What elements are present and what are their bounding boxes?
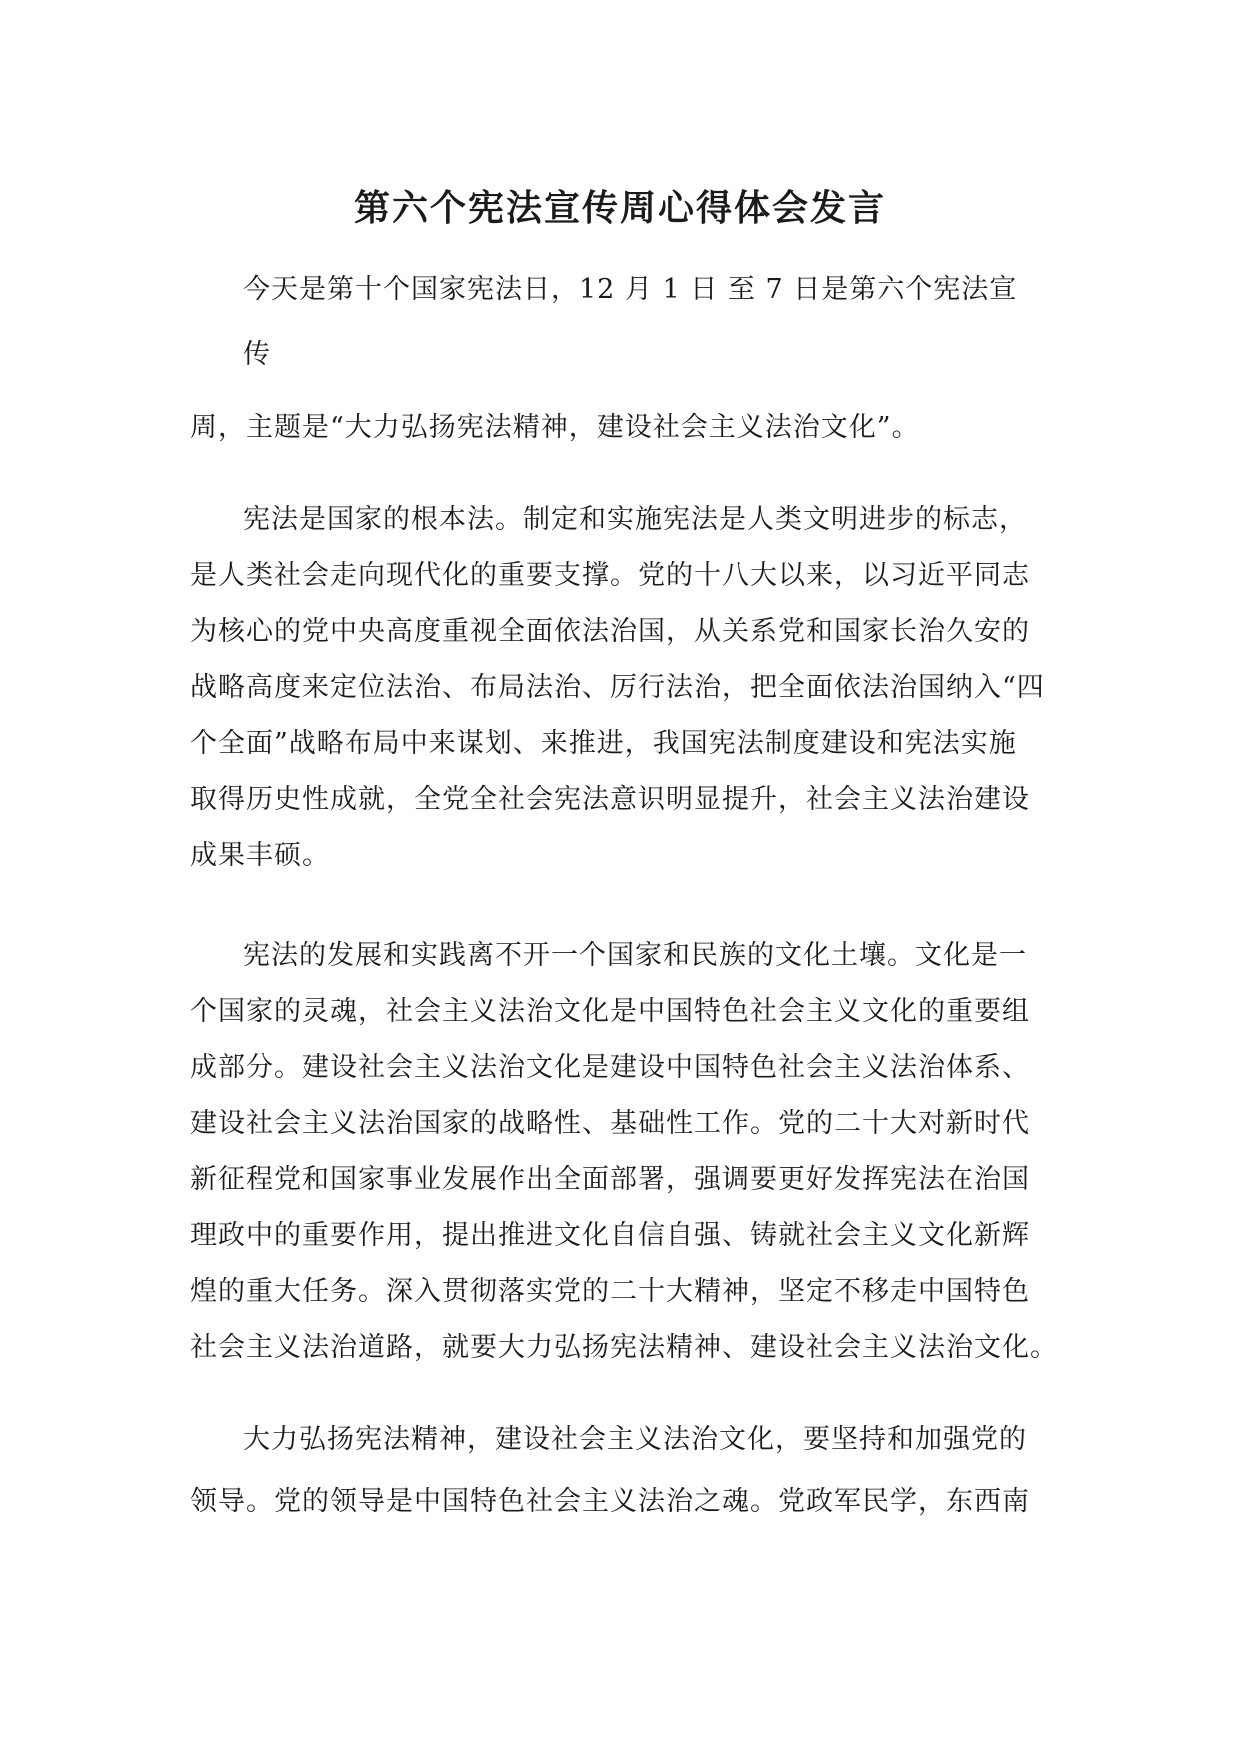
text-line: 新征程党和国家事业发展作出全面部署，强调要更好发挥宪法在治国 [190,1164,1030,1195]
text-line: 为核心的党中央高度重视全面依法治国，从关系党和国家长治久安的 [190,616,1030,647]
text-line: 领导。党的领导是中国特色社会主义法治之魂。党政军民学，东西南 [190,1486,1030,1517]
text-line: 成果丰硕。 [190,840,330,871]
text-line: 是人类社会走向现代化的重要支撑。党的十八大以来，以习近平同志 [190,560,1030,591]
text-line: 个国家的灵魂，社会主义法治文化是中国特色社会主义文化的重要组 [190,996,1030,1027]
text-line: 个全面”战略布局中来谋划、来推进，我国宪法制度建设和宪法实施 [190,728,1017,759]
text-line: 宪法的发展和实践离不开一个国家和民族的文化土壤。文化是一 [243,940,1027,971]
text-line: 战略高度来定位法治、布局法治、厉行法治，把全面依法治国纳入“四 [190,672,1045,703]
text-line: 周，主题是“大力弘扬宪法精神，建设社会主义法治文化”。 [190,412,920,443]
text-line: 传 [243,339,271,370]
document-title: 第六个宪法宣传周心得体会发言 [353,187,886,229]
text-line: 理政中的重要作用，提出推进文化自信自强、铸就社会主义文化新辉 [190,1220,1030,1251]
text-line: 成部分。建设社会主义法治文化是建设中国特色社会主义法治体系、 [190,1052,1030,1083]
text-line: 社会主义法治道路，就要大力弘扬宪法精神、建设社会主义法治文化。 [190,1332,1058,1363]
text-line: 今天是第十个国家宪法日，12 月 1 日 至 7 日是第六个宪法宣 [243,274,1018,305]
text-line: 取得历史性成就，全党全社会宪法意识明显提升，社会主义法治建设 [190,784,1030,815]
text-line: 大力弘扬宪法精神，建设社会主义法治文化，要坚持和加强党的 [243,1424,1027,1455]
text-line: 煌的重大任务。深入贯彻落实党的二十大精神，坚定不移走中国特色 [190,1276,1030,1307]
text-line: 建设社会主义法治国家的战略性、基础性工作。党的二十大对新时代 [190,1108,1030,1139]
text-line: 宪法是国家的根本法。制定和实施宪法是人类文明进步的标志， [243,504,1027,535]
